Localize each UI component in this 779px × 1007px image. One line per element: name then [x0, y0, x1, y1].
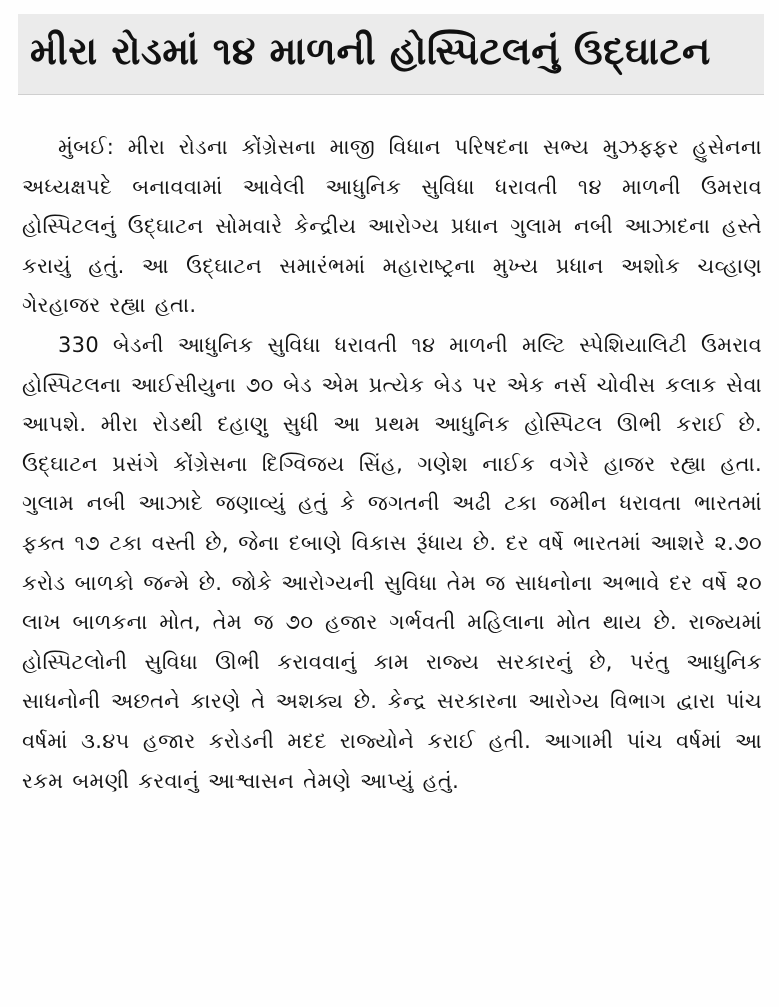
headline: મીરા રોડમાં ૧૪ માળની હોસ્પિટલનું ઉદ્‍ઘાટન: [30, 29, 711, 73]
article-paragraph-1: [22, 128, 762, 326]
paragraph-1-text: મીરા રોડના કોંગ્રેસના માજી વિધાન પરિષદના સભ્ય મુઝફ્ફર હુસેનના અધ્યક્ષપદે બનાવવામાં આવેલી આધુનિક સુવિધા ધરાવતી ૧૪ માળની ઉમરાવ હોસ્પિટલનું ઉદ્‍ઘાટન સોમવારે કેન્દ્રીય આરોગ્ય પ્રધાન ગુલામ નબી આઝાદના હસ્તે કરાયું હતું. આ ઉદ્‍ઘાટન સમારંભમાં મહારાષ્ટ્રના મુખ્ય પ્રધાન અશોક ચવ્હાણ ગેરહાજર રહ્યા હતા.: [22, 135, 762, 318]
paragraph-2-text: 330 બેડની આધુનિક સુવિધા ધરાવતી ૧૪ માળની મલ્ટિ સ્પેશિયાલિટી ઉમરાવ હોસ્પિટલના આઈસીયુના ૭૦ બેડ એમ પ્રત્યેક બેડ પર એક નર્સ ચોવીસ કલાક સેવા આપશે. મીરા રોડથી દહાણુ સુધી આ પ્રથમ આધુનિક હોસ્પિટલ ઊભી કરાઈ છે. ઉદ્‍ઘાટન પ્રસંગે કોંગ્રેસના દિગ્વિજય સિંહ, ગણેશ નાઈક વગેરે હાજર રહ્યા હતા. ગુલામ નબી આઝાદે જણાવ્યું હતું કે જગતની અઢી ટકા જમીન ધરાવતા ભારતમાં ફક્ત ૧૭ ટકા વસ્તી છે, જેના દબાણે વિકાસ રૂંધાય છે. દર વર્ષે ભારતમાં આશરે ૨.૭૦ કરોડ બાળકો જન્મે છે. જોકે આરોગ્યની સુવિધા તેમ જ સાધનોના અભાવે દર વર્ષે ૨૦ લાખ બાળકના મોત, તેમ જ ૭૦ હજાર ગર્ભવતી મહિલાના મોત થાય છે. રાજ્યમાં હોસ્પિટલોની સુવિધા ઊભી કરાવવાનું કામ રાજ્ય સરકારનું છે, પરંતુ આધુનિક સાધનોની અછતને કારણે તે અશક્ય છે. કેન્દ્ર સરકારના આરોગ્ય વિભાગ દ્વારા પાંચ વર્ષમાં ૩.૪૫ હજાર કરોડની મદદ રાજ્યોને કરાઈ હતી. આગામી પાંચ વર્ષમાં આ રકમ બમણી કરવાનું આશ્વાસન તેમણે આપ્યું હતું.: [22, 332, 762, 793]
article-paragraph-2: [22, 326, 762, 801]
article-body: [22, 128, 762, 801]
dateline: મુંબઈ:: [58, 135, 115, 159]
